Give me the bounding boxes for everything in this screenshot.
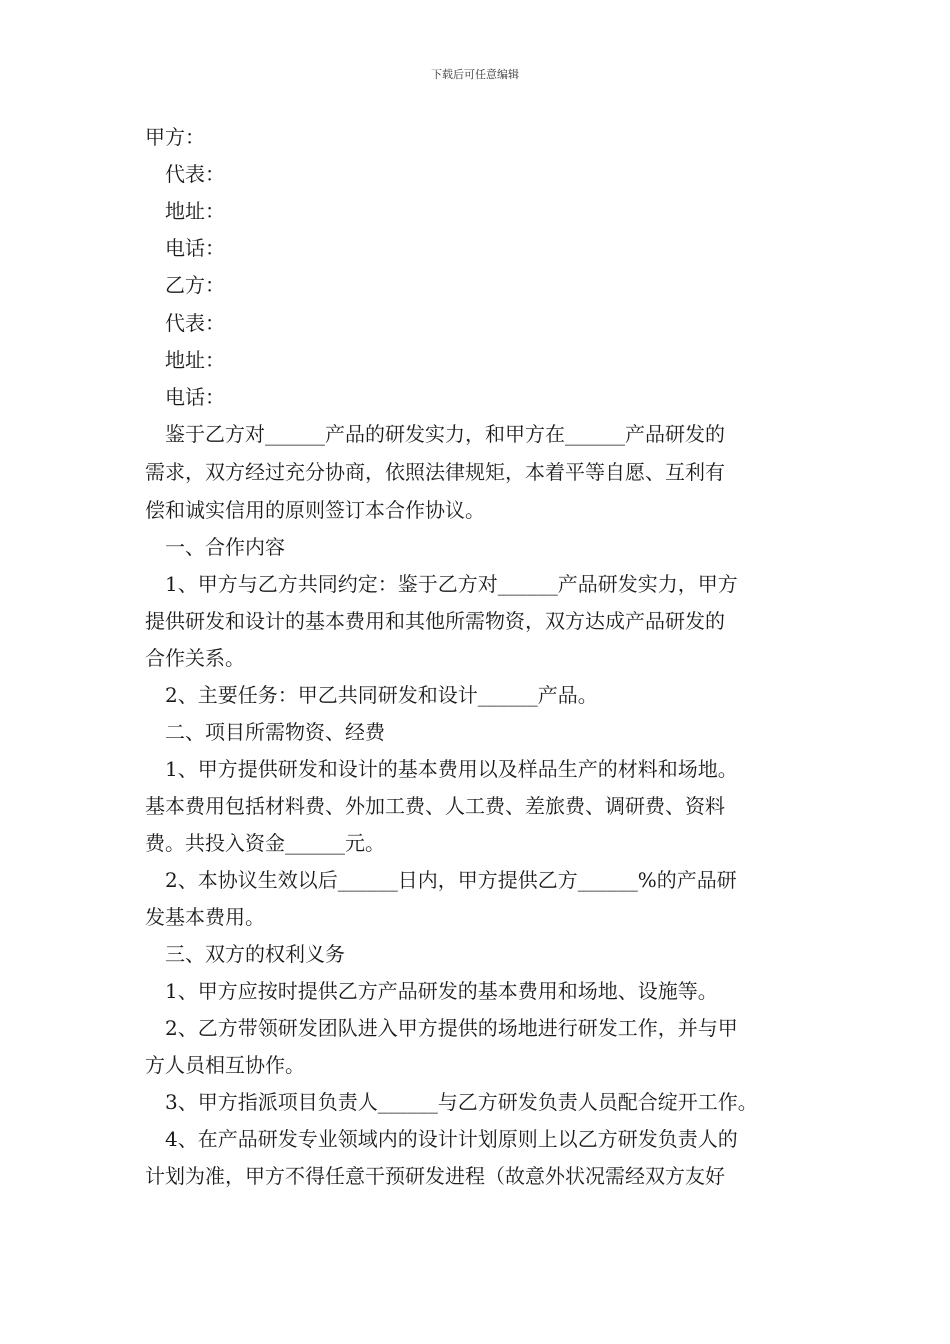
clause-line: 发基本费用。 xyxy=(145,905,265,929)
clause-line: 计划为准，甲方不得任意干预研发进程（故意外状况需经双方友好 xyxy=(145,1164,725,1188)
clause-line: 基本费用包括材料费、外加工费、人工费、差旅费、调研费、资料 xyxy=(145,794,725,818)
clause-line: 合作关系。 xyxy=(145,646,245,670)
clause-line: 2、乙方带领研发团队进入甲方提供的场地进行研发工作，并与甲 xyxy=(165,1016,738,1040)
section-heading: 三、双方的权利义务 xyxy=(165,942,345,966)
clause-line: 3、甲方指派项目负责人______与乙方研发负责人员配合绽开工作。 xyxy=(165,1090,758,1114)
party-b-address: 地址： xyxy=(165,348,225,372)
party-a-address: 地址： xyxy=(165,199,225,223)
clause-line: 2、主要任务：甲乙共同研发和设计______产品。 xyxy=(165,683,598,707)
section-heading: 一、合作内容 xyxy=(165,535,285,559)
party-a-representative: 代表： xyxy=(165,162,225,186)
clause-line: 1、甲方应按时提供乙方产品研发的基本费用和场地、设施等。 xyxy=(165,979,718,1003)
preamble-line: 需求，双方经过充分协商，依照法律规矩，本着平等自愿、互利有 xyxy=(145,460,725,484)
clause-line: 方人员相互协作。 xyxy=(145,1053,305,1077)
clause-line: 费。共投入资金______元。 xyxy=(145,831,385,855)
party-b-representative: 代表： xyxy=(165,311,225,335)
party-b-label: 乙方： xyxy=(165,273,225,297)
clause-line: 1、甲方与乙方共同约定：鉴于乙方对______产品研发实力，甲方 xyxy=(165,572,738,596)
preamble-line: 鉴于乙方对______产品的研发实力，和甲方在______产品研发的 xyxy=(165,422,725,446)
section-heading: 二、项目所需物资、经费 xyxy=(165,720,385,744)
clause-line: 4、在产品研发专业领域内的设计计划原则上以乙方研发负责人的 xyxy=(165,1127,738,1151)
clause-line: 1、甲方提供研发和设计的基本费用以及样品生产的材料和场地。 xyxy=(165,757,738,781)
party-b-phone: 电话： xyxy=(165,385,225,409)
preamble-line: 偿和诚实信用的原则签订本合作协议。 xyxy=(145,498,485,522)
party-a-phone: 电话： xyxy=(165,236,225,260)
party-a-label: 甲方： xyxy=(145,125,205,149)
clause-line: 提供研发和设计的基本费用和其他所需物资，双方达成产品研发的 xyxy=(145,609,725,633)
clause-line: 2、本协议生效以后______日内，甲方提供乙方______%的产品研 xyxy=(165,868,737,892)
page-header: 下载后可任意编辑 xyxy=(431,68,519,81)
